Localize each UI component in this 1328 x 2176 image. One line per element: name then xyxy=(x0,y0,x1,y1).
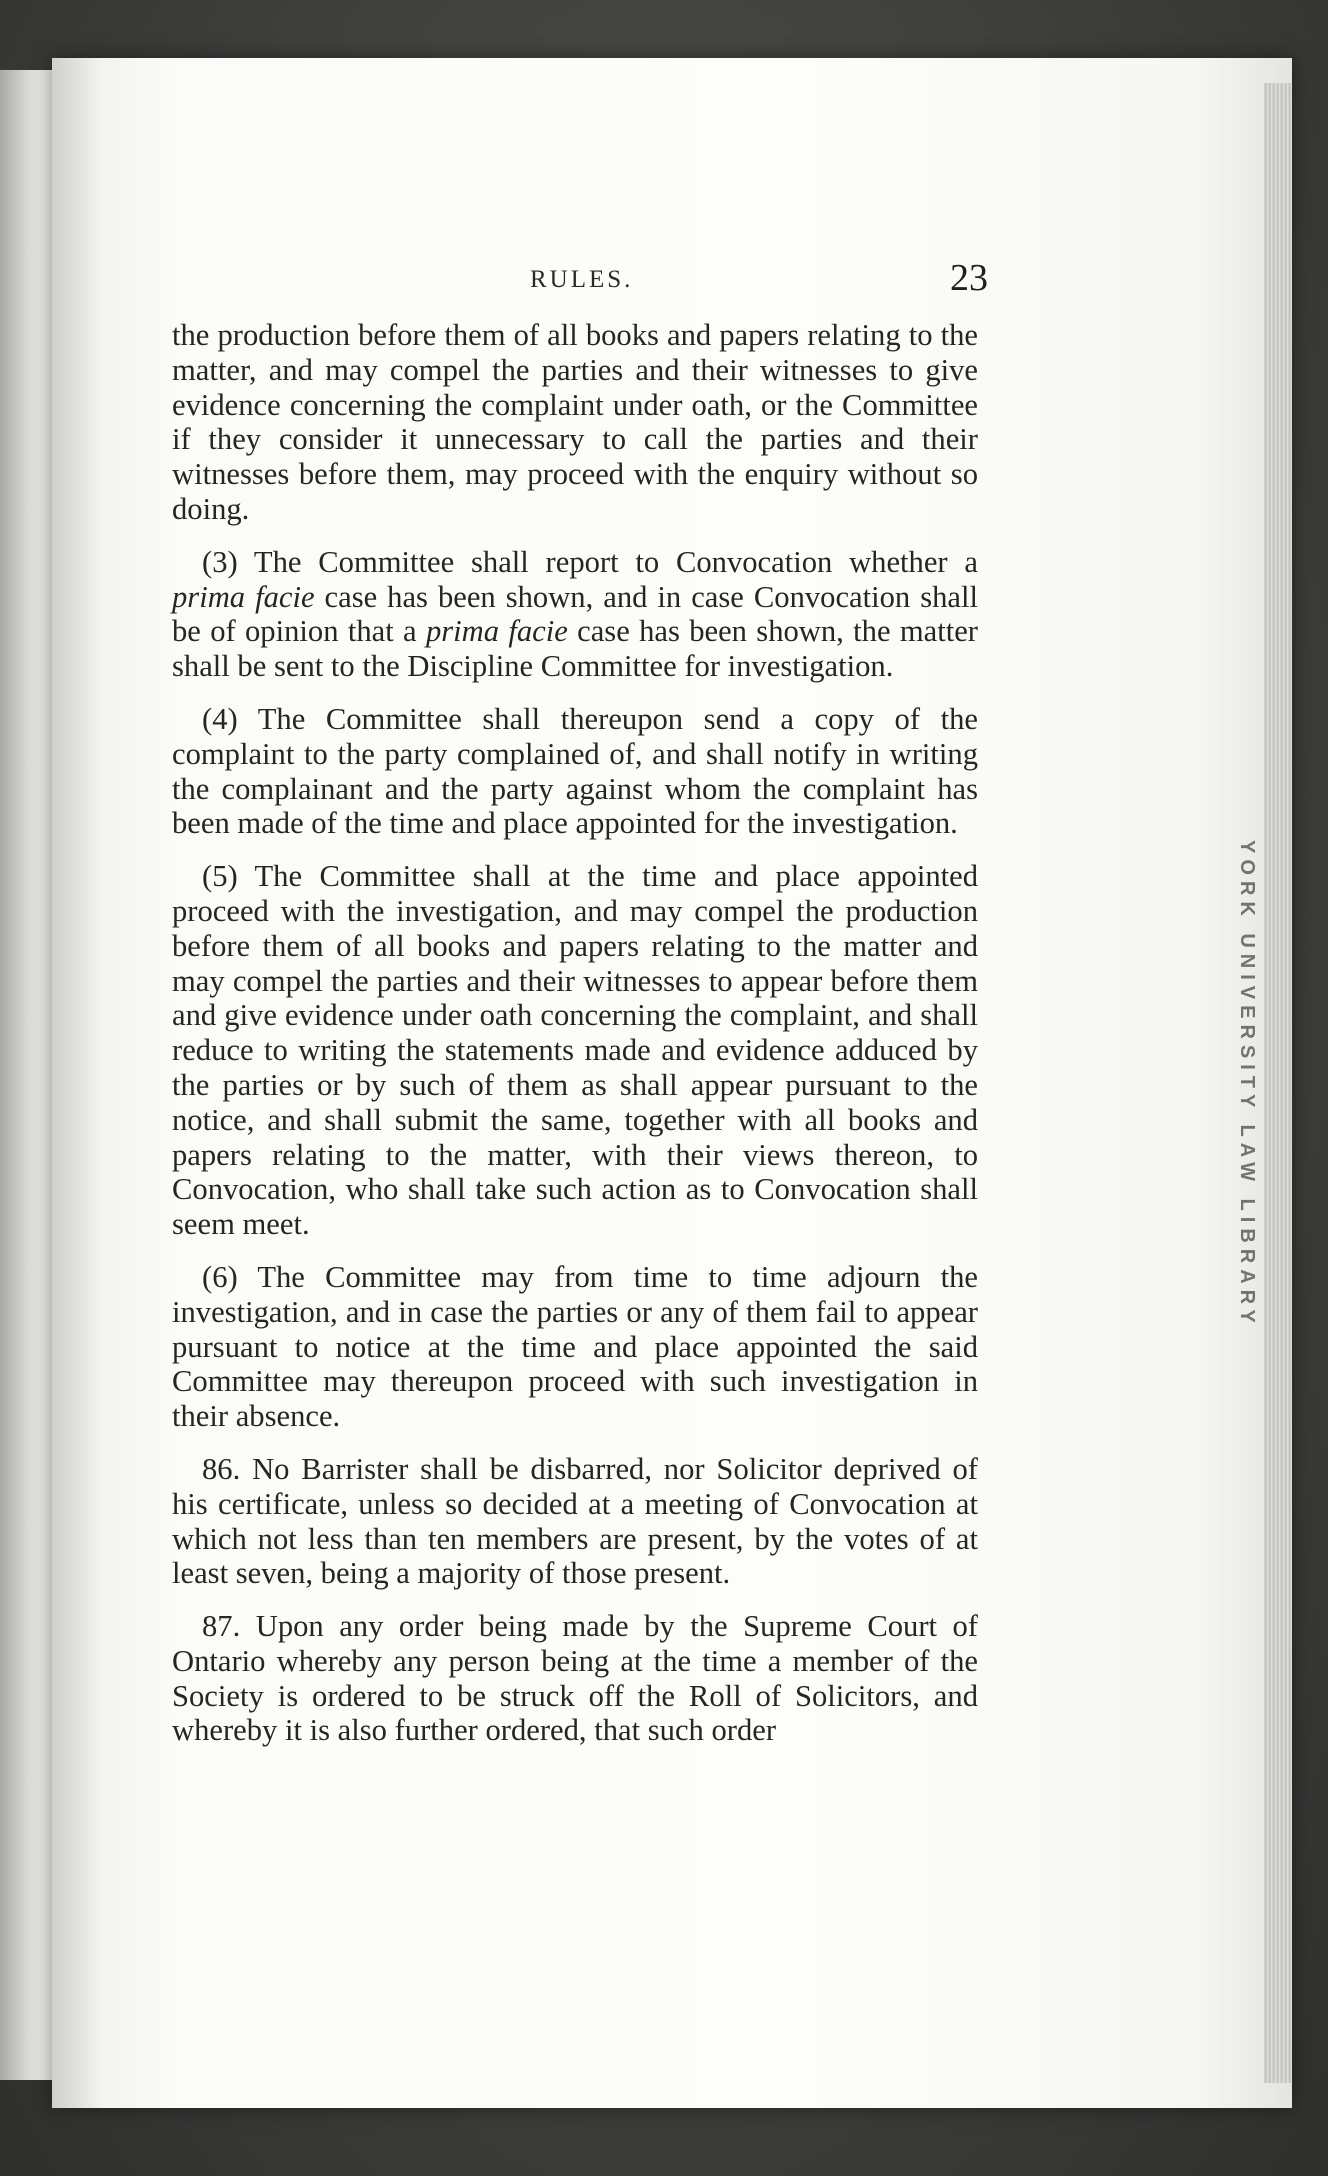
page-number: 23 xyxy=(950,257,988,299)
paragraph-subsection-5: (5) The Committee shall at the time and place appointed proceed with the investigation, and may compel the production before them of all books and papers relating to the matter and may compel the parties and their witnesses to appear before them and give evidence under oath concerning the complaint, and shall reduce to writing the statements made and evidence adduced by the parties or by such of them as shall appear pursuant to the notice, and shall submit the same, together with all books and papers relating to the matter, with their views thereon, to Convocation, who shall take such action as to Convocation shall seem meet. xyxy=(172,859,978,1242)
italic-term: prima facie xyxy=(425,614,568,649)
italic-term: prima facie xyxy=(172,579,315,614)
library-stamp: YORK UNIVERSITY LAW LIBRARY xyxy=(1236,840,1258,1329)
text-span: case has been shown, and in case Convocation shall be of opinion that a xyxy=(172,579,978,649)
paragraph-subsection-6: (6) The Committee may from time to time adjourn the investigation, and in case the parties or any of them fail to appear pursuant to notice at the time and place appointed the said Committee may thereupon proceed with such investigation in their absence. xyxy=(172,1259,978,1434)
running-head: RULES. xyxy=(530,266,634,293)
paragraph-rule-86: 86. No Barrister shall be disbarred, nor Solicitor deprived of his certificate, unless so decided at a meeting of Convocation at which not less than ten members are present, by the votes of at least seven, being a majority of those present. xyxy=(172,1451,978,1591)
paragraph-subsection-3 xyxy=(172,545,978,684)
text-span: (3) The Committee shall report to Convocation whether a xyxy=(202,544,978,579)
page-body xyxy=(172,318,978,1766)
facing-page-edge xyxy=(0,70,52,2080)
paragraph-subsection-4: (4) The Committee shall thereupon send a copy of the complaint to the party complained of, and shall notify in writing the complainant and the party against whom the complaint has been made of the time and place appointed for the investigation. xyxy=(172,701,978,841)
page-fore-edge xyxy=(1264,83,1292,2083)
text-span: case has been shown, the matter shall be sent to the Discipline Committee for investigation. xyxy=(172,614,978,684)
page-header xyxy=(120,257,988,312)
paragraph-rule-87: 87. Upon any order being made by the Supreme Court of Ontario whereby any person being at the time a member of the Society is ordered to be struck off the Roll of Solicitors, and whereby it is also further ordered, that such order xyxy=(172,1609,978,1748)
paragraph-continued: the production before them of all books and papers relating to the matter, and may compel the parties and their witnesses to give evidence concerning the complaint under oath, or the Committee if they consider it unnecessary to call the parties and their witnesses before them, may proceed with the enquiry without so doing. xyxy=(172,318,978,526)
